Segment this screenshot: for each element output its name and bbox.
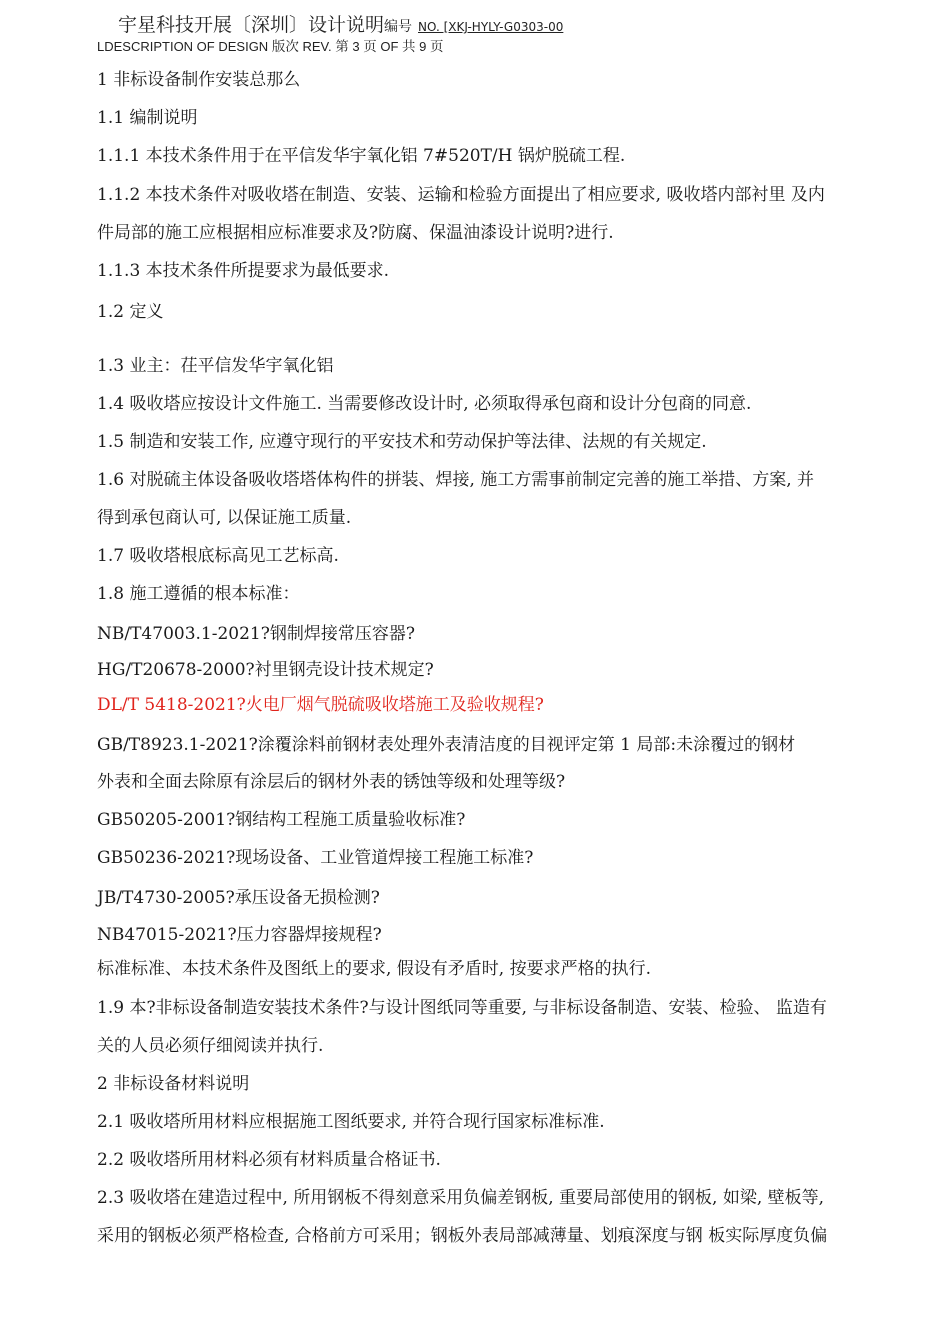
paragraph-line: 1.6 对脱硫主体设备吸收塔塔体构件的拼装、焊接, 施工方需事前制定完善的施工举措、方案, 并: [97, 470, 815, 490]
paragraph-line: 1.1.3 本技术条件所提要求为最低要求.: [97, 261, 390, 281]
company-title: 宇星科技开展〔深圳〕设计说明: [118, 14, 385, 36]
paragraph-line: 采用的钢板必须严格检查, 合格前方可采用；钢板外表局部减薄量、划痕深度与钢 板实际厚度负偏: [97, 1226, 828, 1246]
paragraph-line: 1.1.1 本技术条件用于在平信发华宇氧化铝 7#520T/H 锅炉脱硫工程.: [97, 146, 626, 166]
paragraph-line: 1.4 吸收塔应按设计文件施工. 当需要修改设计时, 必须取得承包商和设计分包商的同意.: [97, 394, 752, 414]
standard-item: NB47015-2021?压力容器焊接规程?: [97, 925, 382, 945]
paragraph-line: 2.1 吸收塔所用材料应根据施工图纸要求, 并符合现行国家标准标准.: [97, 1112, 605, 1132]
section-heading: 2 非标设备材料说明: [97, 1074, 250, 1094]
section-heading: 1 非标设备制作安装总那么: [97, 70, 301, 90]
paragraph-line: 得到承包商认可, 以保证施工质量.: [97, 508, 352, 528]
standard-item: NB/T47003.1-2021?钢制焊接常压容器?: [97, 624, 415, 644]
paragraph-line: 件局部的施工应根据相应标准要求及?防腐、保温油漆设计说明?进行.: [97, 223, 614, 243]
standard-item: HG/T20678-2000?衬里钢壳设计技术规定?: [97, 660, 434, 680]
document-header-revision: LDESCRIPTION OF DESIGN 版次 REV. 第 3 页 OF 共 9 页: [97, 39, 444, 55]
standard-item: 外表和全面去除原有涂层后的钢材外表的锈蚀等级和处理等级?: [97, 772, 566, 792]
paragraph-line: 标准标准、本技术条件及图纸上的要求, 假设有矛盾时, 按要求严格的执行.: [97, 959, 652, 979]
paragraph-line: 2.3 吸收塔在建造过程中, 所用钢板不得刻意采用负偏差钢板, 重要局部使用的钢板, 如梁, 壁板等,: [97, 1188, 825, 1208]
paragraph-line: 1.9 本?非标设备制造安装技术条件?与设计图纸同等重要, 与非标设备制造、安装、检验、 监造有: [97, 998, 827, 1018]
standard-item: GB50205-2001?钢结构工程施工质量验收标准?: [97, 810, 466, 830]
subsection-heading: 1.2 定义: [97, 302, 164, 322]
document-header-title: [118, 10, 563, 37]
paragraph-line: 1.7 吸收塔根底标高见工艺标高.: [97, 546, 339, 566]
paragraph-line: 关的人员必须仔细阅读并执行.: [97, 1036, 324, 1056]
doc-code-value: NO. [XKJ-HYLY-G0303-00: [418, 20, 564, 34]
page-total: 9: [419, 39, 427, 54]
standard-item: GB50236-2021?现场设备、工业管道焊接工程施工标准?: [97, 848, 534, 868]
standard-item: JB/T4730-2005?承压设备无损检测?: [97, 888, 380, 908]
paragraph-line: 1.3 业主：茌平信发华宇氧化铝: [97, 356, 334, 376]
page-number: 3: [352, 39, 360, 54]
paragraph-line: 1.1.2 本技术条件对吸收塔在制造、安装、运输和检验方面提出了相应要求, 吸收塔内部衬里 及内: [97, 185, 825, 205]
standard-item-highlighted: DL/T 5418-2021?火电厂烟气脱硫吸收塔施工及验收规程?: [97, 695, 544, 715]
standard-item: GB/T8923.1-2021?涂覆涂料前钢材表处理外表清洁度的目视评定第 1 局部:未涂覆过的钢材: [97, 735, 796, 755]
paragraph-line: 1.5 制造和安装工作, 应遵守现行的平安技术和劳动保护等法律、法规的有关规定.: [97, 432, 707, 452]
doc-code: 编号 NO. [XKJ-HYLY-G0303-00: [384, 19, 564, 35]
subsection-heading: 1.1 编制说明: [97, 108, 198, 128]
paragraph-line: 1.8 施工遵循的根本标准：: [97, 584, 300, 604]
paragraph-line: 2.2 吸收塔所用材料必须有材料质量合格证书.: [97, 1150, 441, 1170]
